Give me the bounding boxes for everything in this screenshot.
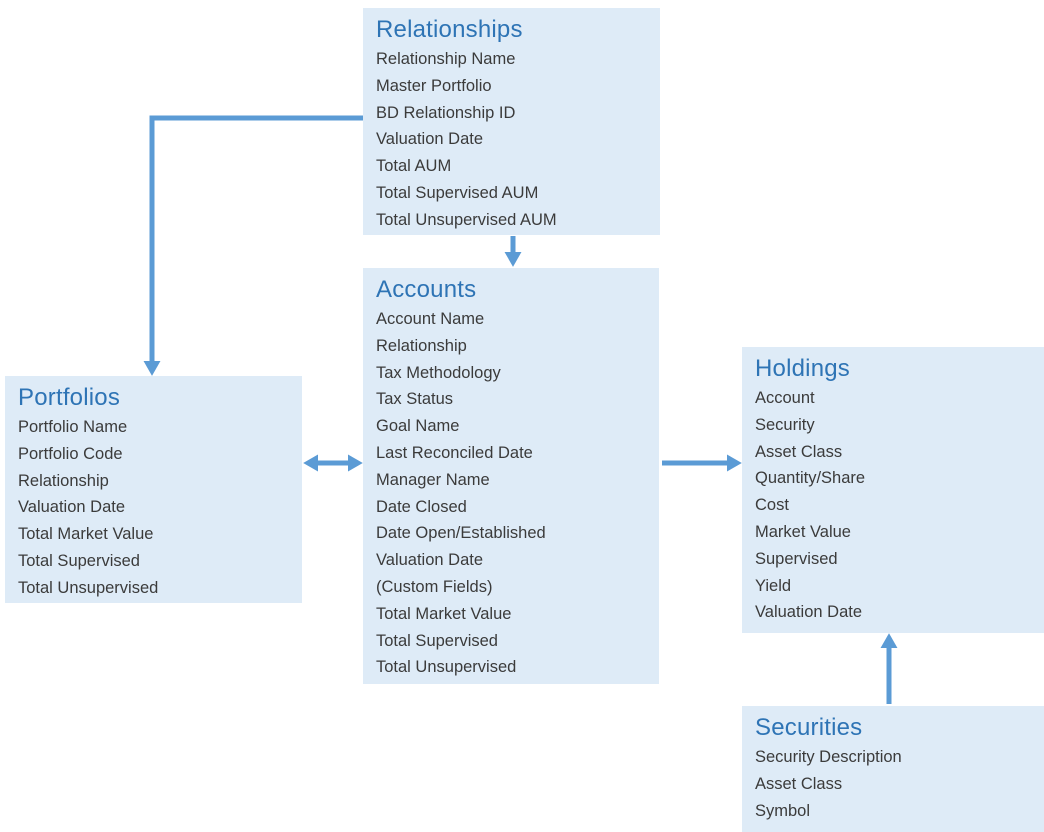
entity-field: Security Description	[755, 748, 902, 766]
entity-field: Total Supervised AUM	[376, 183, 539, 202]
entity-field: Total Supervised	[376, 631, 498, 650]
entity-title-relationships: Relationships	[376, 16, 523, 43]
entity-field: Goal Name	[376, 417, 460, 436]
entity-field: Total AUM	[376, 157, 452, 176]
entity-field: Total Market Value	[376, 604, 512, 623]
entity-field: Cost	[755, 496, 789, 515]
entity-title-portfolios: Portfolios	[18, 384, 121, 411]
entity-field: Asset Class	[755, 774, 843, 793]
entity-field: Account Name	[376, 310, 485, 328]
entity-field: Total Market Value	[18, 525, 154, 544]
entity-title-securities: Securities	[755, 714, 863, 741]
entity-box-holdings	[742, 347, 1044, 633]
entity-field: Supervised	[755, 549, 838, 568]
entity-field: (Custom Fields)	[376, 577, 493, 596]
entity-field: Security	[755, 415, 815, 434]
entity-field: Relationship	[18, 471, 109, 490]
entity-field: Quantity/Share	[755, 469, 866, 488]
entity-field: BD Relationship ID	[376, 103, 516, 122]
entity-field: Valuation Date	[376, 130, 484, 149]
entity-field: Tax Status	[376, 390, 454, 409]
arrow-relationships-to-portfolios	[152, 118, 363, 362]
entity-field: Date Closed	[376, 497, 467, 516]
entity-field: Total Unsupervised	[18, 578, 159, 597]
entity-field: Yield	[755, 576, 792, 595]
entity-box-securities	[742, 706, 1044, 832]
entity-title-accounts: Accounts	[376, 276, 477, 303]
entity-field: Relationship	[376, 336, 467, 355]
entity-field: Manager Name	[376, 470, 490, 489]
entity-field: Asset Class	[755, 442, 843, 461]
entity-field: Valuation Date	[18, 498, 126, 517]
entity-field: Tax Methodology	[376, 363, 501, 382]
entity-field: Total Unsupervised AUM	[376, 210, 557, 229]
entity-field: Market Value	[755, 522, 851, 541]
entity-title-holdings: Holdings	[755, 355, 850, 382]
entity-box-portfolios	[5, 376, 302, 603]
entity-field: Relationship Name	[376, 50, 516, 68]
entity-field: Total Supervised	[18, 551, 140, 570]
entity-field: Account	[755, 389, 815, 407]
entity-field: Master Portfolio	[376, 76, 492, 95]
entity-field: Portfolio Name	[18, 418, 128, 436]
entity-box-accounts	[363, 268, 659, 684]
entity-field: Last Reconciled Date	[376, 443, 533, 462]
entity-field: Portfolio Code	[18, 444, 123, 463]
entity-field: Symbol	[755, 801, 811, 820]
entity-field: Valuation Date	[755, 603, 863, 622]
entity-field: Total Unsupervised	[376, 658, 517, 677]
entity-field: Valuation Date	[376, 551, 484, 570]
entity-field: Date Open/Established	[376, 524, 546, 543]
entity-box-relationships	[363, 8, 660, 235]
